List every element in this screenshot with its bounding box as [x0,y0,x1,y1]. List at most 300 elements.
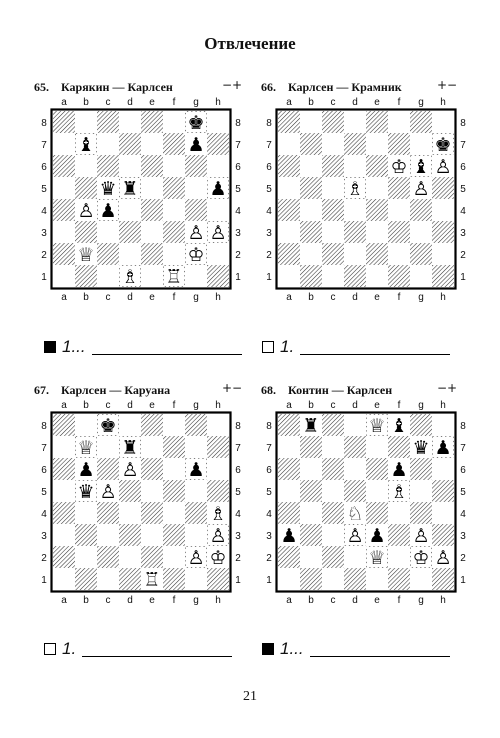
file-label: b [83,595,89,606]
chess-diagram [260,397,468,610]
dark-square [141,199,163,221]
file-label: h [215,400,221,411]
rank-label: 3 [235,531,241,542]
answer-checkbox[interactable] [44,341,56,353]
dark-square [278,111,300,133]
dark-square [119,133,141,155]
file-label: h [440,292,446,303]
file-label: e [149,400,155,411]
answer-move: 1... [62,337,86,356]
chess-piece-white-g2: ♔ [412,547,430,569]
dark-square [163,524,185,546]
chess-piece-white-f1: ♖ [165,266,183,288]
file-label: b [83,97,89,108]
dark-square [207,133,229,155]
dark-square [432,177,454,199]
chess-piece-white-b7: ♕ [77,437,95,459]
chess-piece-white-e8: ♕ [368,415,386,437]
dark-square [75,265,97,287]
chess-piece-white-e2: ♕ [368,547,386,569]
dark-square [432,568,454,590]
dark-square [207,480,229,502]
dark-square [141,414,163,436]
dark-square [119,568,141,590]
dark-square [141,546,163,568]
dark-square [300,177,322,199]
file-label: c [105,595,111,606]
rank-label: 5 [460,184,466,195]
rank-label: 6 [41,162,47,173]
rank-label: 1 [41,272,47,283]
rank-label: 2 [460,553,466,564]
puzzle-number: 67. [34,383,49,397]
rank-label: 2 [235,250,241,261]
file-label: a [61,97,67,108]
chess-piece-black-g8: ♚ [187,112,205,134]
chess-piece-black-g6: ♝ [412,156,430,178]
file-label: a [286,400,292,411]
dark-square [366,199,388,221]
dark-square [410,458,432,480]
puzzle-number: 65. [34,80,49,94]
rank-label: 3 [41,228,47,239]
dark-square [388,524,410,546]
rank-label: 2 [266,553,272,564]
rank-label: 6 [460,465,466,476]
chess-piece-black-f6: ♟ [390,459,408,481]
dark-square [300,221,322,243]
chess-piece-white-h4: ♗ [209,503,227,525]
dark-square [53,155,75,177]
file-label: e [374,595,380,606]
answer-checkbox[interactable] [262,341,274,353]
rank-label: 7 [235,140,241,151]
answer-move: 1. [62,639,77,658]
rank-label: 3 [266,228,272,239]
file-label: a [286,292,292,303]
dark-square [388,568,410,590]
dark-square [344,568,366,590]
chess-piece-white-c5: ♙ [99,481,117,503]
dark-square [410,414,432,436]
dark-square [432,524,454,546]
chess-piece-black-c5: ♛ [99,178,117,200]
dark-square [207,265,229,287]
rank-label: 1 [460,575,466,586]
chess-piece-black-a3: ♟ [280,525,298,547]
rank-label: 3 [235,228,241,239]
puzzle-result: +− [437,78,458,92]
chess-piece-black-h7: ♟ [434,437,452,459]
dark-square [163,436,185,458]
file-label: f [397,292,401,303]
file-label: e [149,292,155,303]
dark-square [53,502,75,524]
dark-square [322,414,344,436]
answer-blank[interactable] [310,656,450,657]
chess-piece-white-g2: ♔ [187,244,205,266]
file-label: e [374,292,380,303]
dark-square [278,199,300,221]
dark-square [388,133,410,155]
chess-piece-white-d6: ♙ [121,459,139,481]
rank-label: 4 [235,509,241,520]
dark-square [141,111,163,133]
rank-label: 4 [460,206,466,217]
dark-square [278,546,300,568]
file-label: h [215,595,221,606]
file-label: a [61,595,67,606]
dark-square [163,568,185,590]
dark-square [141,458,163,480]
dark-square [75,221,97,243]
dark-square [53,111,75,133]
dark-square [141,155,163,177]
chess-diagram [35,94,243,307]
file-label: b [308,97,314,108]
dark-square [432,265,454,287]
file-label: d [127,292,133,303]
file-label: h [215,292,221,303]
rank-label: 5 [460,487,466,498]
rank-label: 7 [266,140,272,151]
rank-label: 6 [266,465,272,476]
file-label: c [330,292,336,303]
dark-square [322,243,344,265]
rank-label: 6 [235,162,241,173]
dark-square [185,414,207,436]
file-label: g [418,595,424,606]
rank-label: 2 [460,250,466,261]
dark-square [163,133,185,155]
file-label: b [308,595,314,606]
rank-label: 4 [41,509,47,520]
dark-square [207,436,229,458]
chess-piece-white-g2: ♙ [187,547,205,569]
dark-square [432,480,454,502]
file-label: g [193,400,199,411]
dark-square [388,436,410,458]
rank-label: 1 [460,272,466,283]
file-label: e [374,400,380,411]
file-label: g [418,97,424,108]
file-label: f [172,595,176,606]
chess-piece-white-d4: ♘ [346,503,364,525]
rank-label: 7 [235,443,241,454]
dark-square [344,221,366,243]
rank-label: 7 [41,443,47,454]
dark-square [300,568,322,590]
file-label: h [440,97,446,108]
puzzle-result: −+ [222,78,243,92]
dark-square [388,221,410,243]
file-label: h [215,97,221,108]
dark-square [344,436,366,458]
chess-piece-black-g7: ♟ [187,134,205,156]
rank-label: 2 [41,553,47,564]
dark-square [53,414,75,436]
chess-piece-white-b2: ♕ [77,244,95,266]
rank-label: 4 [235,206,241,217]
chess-piece-white-h6: ♙ [434,156,452,178]
dark-square [300,524,322,546]
dark-square [185,502,207,524]
chess-piece-white-d5: ♗ [346,178,364,200]
dark-square [53,243,75,265]
rank-label: 1 [235,272,241,283]
chess-piece-black-h7: ♚ [434,134,452,156]
dark-square [119,524,141,546]
file-label: d [352,292,358,303]
chess-piece-white-e1: ♖ [143,569,161,591]
dark-square [141,502,163,524]
rank-label: 8 [235,421,241,432]
file-label: c [105,97,111,108]
rank-label: 3 [460,531,466,542]
rank-label: 5 [41,487,47,498]
dark-square [410,243,432,265]
rank-label: 3 [460,228,466,239]
answer-move: 1... [280,639,304,658]
chess-piece-black-g6: ♟ [187,459,205,481]
rank-label: 5 [235,487,241,498]
page-number: 21 [243,689,257,704]
chess-piece-black-c4: ♟ [99,200,117,222]
answer-checkbox[interactable] [262,643,274,655]
dark-square [410,111,432,133]
dark-square [410,502,432,524]
dark-square [97,111,119,133]
rank-label: 6 [41,465,47,476]
dark-square [322,546,344,568]
file-label: g [418,400,424,411]
file-label: h [440,595,446,606]
dark-square [75,568,97,590]
file-label: c [105,292,111,303]
rank-label: 3 [266,531,272,542]
dark-square [53,458,75,480]
puzzle-players: Карлсен — Крамник [288,80,402,94]
chess-diagram [35,397,243,610]
dark-square [344,480,366,502]
answer-blank[interactable] [300,354,450,355]
answer-move: 1. [280,337,295,356]
dark-square [322,199,344,221]
dark-square [278,502,300,524]
chess-piece-white-f5: ♗ [390,481,408,503]
file-label: f [397,595,401,606]
chess-piece-black-f8: ♝ [390,415,408,437]
chess-piece-white-h3: ♙ [209,222,227,244]
chess-piece-black-d5: ♜ [121,178,139,200]
puzzle-number: 68. [261,383,276,397]
dark-square [344,265,366,287]
rank-label: 7 [460,443,466,454]
file-label: f [172,400,176,411]
chess-diagram [260,94,468,307]
chess-piece-black-c8: ♚ [99,415,117,437]
dark-square [97,502,119,524]
dark-square [97,458,119,480]
answer-line[interactable] [262,639,450,659]
rank-label: 8 [266,421,272,432]
rank-label: 5 [266,487,272,498]
chess-piece-white-h3: ♙ [209,525,227,547]
rank-label: 4 [266,206,272,217]
file-label: a [286,97,292,108]
dark-square [53,546,75,568]
dark-square [163,177,185,199]
dark-square [185,155,207,177]
rank-label: 1 [41,575,47,586]
chess-piece-white-g3: ♙ [187,222,205,244]
dark-square [388,265,410,287]
file-label: f [397,400,401,411]
dark-square [53,199,75,221]
chess-piece-black-e3: ♟ [368,525,386,547]
puzzle-players: Карлсен — Каруана [61,383,171,397]
dark-square [163,221,185,243]
rank-label: 1 [266,575,272,586]
dark-square [366,243,388,265]
answer-line[interactable] [44,337,242,357]
rank-label: 8 [460,421,466,432]
file-label: e [374,97,380,108]
rank-label: 4 [41,206,47,217]
dark-square [366,458,388,480]
dark-square [119,480,141,502]
dark-square [432,221,454,243]
dark-square [97,243,119,265]
dark-square [322,458,344,480]
chess-piece-white-b4: ♙ [77,200,95,222]
dark-square [278,243,300,265]
dark-square [322,155,344,177]
chess-piece-white-d3: ♙ [346,525,364,547]
dark-square [75,177,97,199]
page-title: Отвлечение [204,34,296,53]
file-label: g [193,97,199,108]
file-label: d [127,97,133,108]
dark-square [410,199,432,221]
chess-piece-white-g5: ♙ [412,178,430,200]
answer-line[interactable] [44,639,232,659]
dark-square [300,480,322,502]
puzzle-result: +− [222,381,243,395]
dark-square [163,480,185,502]
rank-label: 8 [266,118,272,129]
file-label: b [83,292,89,303]
file-label: d [352,595,358,606]
answer-line[interactable] [262,337,450,357]
file-label: g [193,595,199,606]
rank-label: 8 [235,118,241,129]
puzzle-number: 66. [261,80,276,94]
dark-square [141,243,163,265]
rank-label: 6 [460,162,466,173]
rank-label: 3 [41,531,47,542]
dark-square [185,199,207,221]
file-label: e [149,595,155,606]
chess-piece-black-g7: ♛ [412,437,430,459]
rank-label: 4 [266,509,272,520]
answer-blank[interactable] [92,354,242,355]
dark-square [75,524,97,546]
file-label: b [308,400,314,411]
file-label: c [105,400,111,411]
rank-label: 7 [266,443,272,454]
rank-label: 7 [460,140,466,151]
file-label: c [330,97,336,108]
rank-label: 5 [266,184,272,195]
chess-piece-black-b7: ♝ [77,134,95,156]
rank-label: 2 [266,250,272,261]
dark-square [97,546,119,568]
rank-label: 6 [235,465,241,476]
answer-checkbox[interactable] [44,643,56,655]
rank-label: 1 [235,575,241,586]
dark-square [278,458,300,480]
dark-square [300,133,322,155]
puzzle-players: Карякин — Карлсен [61,80,173,94]
chess-piece-black-d7: ♜ [121,437,139,459]
file-label: g [193,292,199,303]
rank-label: 4 [460,509,466,520]
file-label: f [172,97,176,108]
file-label: d [352,400,358,411]
chess-piece-white-d1: ♗ [121,266,139,288]
dark-square [278,155,300,177]
chess-piece-black-b5: ♛ [77,481,95,503]
rank-label: 8 [41,118,47,129]
dark-square [322,502,344,524]
file-label: a [286,595,292,606]
file-label: g [418,292,424,303]
answer-blank[interactable] [82,656,232,657]
chess-piece-white-g3: ♙ [412,525,430,547]
file-label: f [397,97,401,108]
file-label: a [61,400,67,411]
dark-square [322,111,344,133]
file-label: f [172,292,176,303]
dark-square [97,155,119,177]
dark-square [278,414,300,436]
dark-square [366,155,388,177]
dark-square [366,111,388,133]
file-label: b [83,400,89,411]
chess-piece-white-h2: ♔ [209,547,227,569]
puzzle-result: −+ [437,381,458,395]
dark-square [300,436,322,458]
file-label: d [127,595,133,606]
rank-label: 6 [266,162,272,173]
dark-square [366,502,388,524]
rank-label: 5 [235,184,241,195]
file-label: c [330,595,336,606]
rank-label: 2 [41,250,47,261]
chess-piece-black-b6: ♟ [77,459,95,481]
rank-label: 8 [460,118,466,129]
file-label: a [61,292,67,303]
dark-square [388,177,410,199]
file-label: b [308,292,314,303]
chess-piece-black-h5: ♟ [209,178,227,200]
dark-square [207,568,229,590]
file-label: d [352,97,358,108]
chess-piece-white-h2: ♙ [434,547,452,569]
dark-square [119,221,141,243]
dark-square [300,265,322,287]
